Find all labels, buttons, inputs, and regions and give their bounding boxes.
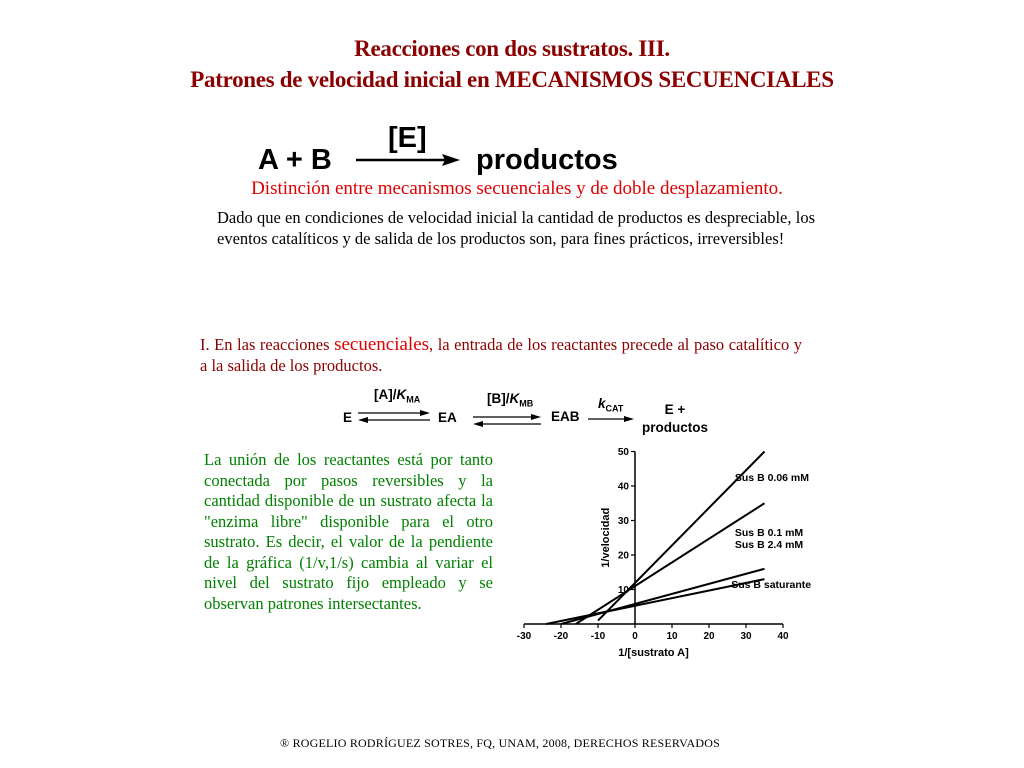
slide-title-line1: Reacciones con dos sustratos. III. bbox=[354, 36, 670, 61]
series-line bbox=[561, 569, 765, 624]
x-tick-label: 10 bbox=[666, 631, 678, 642]
x-axis-label: 1/[sustrato A] bbox=[618, 647, 689, 659]
lineweaver-burk-chart bbox=[500, 440, 820, 665]
sequential-paragraph bbox=[200, 335, 802, 376]
x-tick-label: 40 bbox=[777, 631, 789, 642]
copyright-footer: ® ROGELIO RODRÍGUEZ SOTRES, FQ, UNAM, 2008, DERECHOS RESERVADOS bbox=[280, 736, 720, 750]
sequential-highlight: secuenciales bbox=[334, 334, 430, 355]
catalytic-arrow bbox=[586, 414, 636, 424]
y-axis-label: 1/velocidad bbox=[600, 507, 612, 568]
sequential-suffix: , la entrada de los reactantes precede al paso catalítico y a la salida de los productos. bbox=[200, 335, 802, 375]
y-tick-label: 50 bbox=[617, 447, 629, 458]
rate-constant-b: $[B]/K_{MB}$ bbox=[487, 391, 534, 409]
equilibrium-arrow-2 bbox=[471, 413, 545, 429]
species-eab: EAB bbox=[551, 409, 580, 424]
equation-catalyst: [E] bbox=[388, 122, 427, 154]
rate-constant-cat: $k_{CAT}$ bbox=[598, 396, 624, 414]
y-tick-label: 30 bbox=[617, 516, 629, 527]
x-tick-label: -10 bbox=[590, 631, 606, 642]
species-e: E bbox=[343, 410, 353, 425]
x-tick-label: 20 bbox=[703, 631, 715, 642]
slide-title-line2: Patrones de velocidad inicial en MECANISMOS SECUENCIALES bbox=[190, 67, 834, 92]
x-tick-label: -30 bbox=[516, 631, 532, 642]
series-label: Sus B 0.06 mM bbox=[734, 471, 810, 484]
x-tick-label: 0 bbox=[632, 631, 638, 642]
rate-constant-a: $[A]/K_{MA}$ bbox=[374, 387, 421, 405]
distinction-heading: Distinción entre mecanismos secuenciales y de doble desplazamiento. bbox=[251, 178, 783, 199]
y-tick-label: 20 bbox=[617, 550, 629, 562]
series-label: Sus B 0.1 mM bbox=[734, 527, 804, 540]
initial-velocity-paragraph: Dado que en condiciones de velocidad inicial la cantidad de productos es despreciable, los eventos catalíticos y de salida de los productos son, para fines prácticos, irreversibles! bbox=[217, 208, 815, 248]
sequential-prefix: I. En las reacciones bbox=[200, 335, 335, 354]
equation-reactants: A + B bbox=[258, 144, 332, 176]
equation-products: productos bbox=[476, 144, 618, 176]
series-label: Sus B 2.4 mM bbox=[734, 539, 804, 552]
binding-explanation-paragraph: La unión de los reactantes está por tanto conectada por pasos reversibles y la cantidad disponible de un sustrato afecta la "enzima libre" disponible para el otro sustrato. Es decir, el valor de la pendiente de la gráfica (1/v,1/s) cambia al variar el nivel del sustrato fijo empleado y se observan patrones intersectantes. bbox=[204, 450, 493, 613]
series-label: Sus B saturante bbox=[731, 578, 812, 591]
y-tick-label: 40 bbox=[617, 481, 629, 493]
y-tick-label: 10 bbox=[617, 585, 629, 596]
species-ea: EA bbox=[438, 410, 457, 425]
species-e-products: E + productos bbox=[642, 402, 708, 435]
equilibrium-arrow-1 bbox=[356, 409, 434, 425]
chart-lines bbox=[546, 452, 764, 625]
equation-arrow bbox=[354, 150, 464, 170]
x-tick-label: 30 bbox=[740, 631, 752, 642]
x-tick-label: -20 bbox=[553, 631, 569, 642]
